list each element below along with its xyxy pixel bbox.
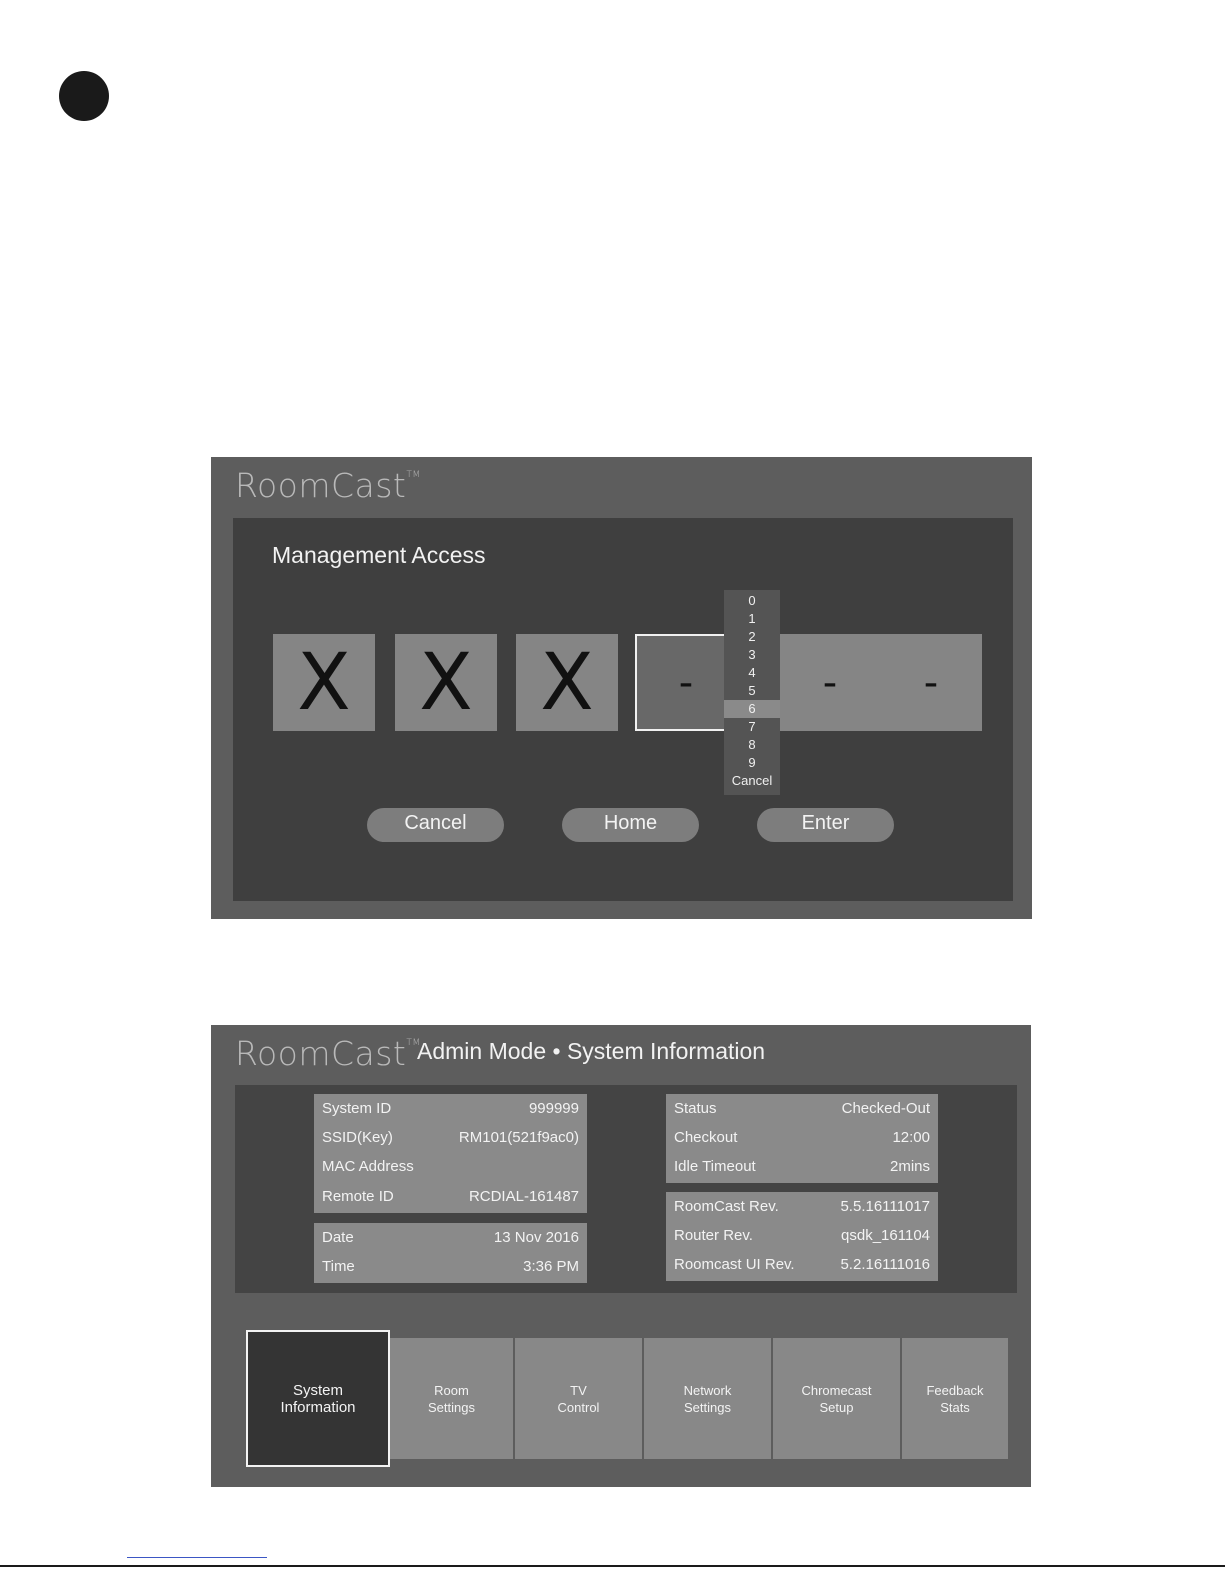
info-row <box>322 1152 579 1181</box>
enter-button[interactable]: Enter <box>757 808 894 842</box>
digit-option[interactable]: 3 <box>748 647 756 662</box>
info-value: 5.5.16111017 <box>840 1198 930 1215</box>
tab-label: TV Control <box>557 1382 600 1415</box>
info-label: Checkout <box>674 1129 738 1146</box>
info-label: Date <box>322 1229 354 1246</box>
info-value: 5.2.16111016 <box>840 1256 930 1273</box>
digit-option[interactable]: 9 <box>748 755 756 770</box>
info-row <box>674 1094 930 1123</box>
info-value: qsdk_161104 <box>841 1227 930 1244</box>
info-row <box>322 1223 579 1252</box>
pin-digit-6[interactable]: - <box>880 634 982 731</box>
system-info-box <box>314 1094 587 1213</box>
pin-digit-1[interactable]: X <box>273 634 375 731</box>
info-value: RCDIAL-161487 <box>468 1188 579 1205</box>
logo-text: RoomCast <box>235 1034 407 1073</box>
info-value: Checked-Out <box>841 1100 930 1117</box>
logo-text: RoomCast <box>235 466 407 505</box>
digit-option-selected[interactable]: 6 <box>724 700 780 718</box>
info-label: Idle Timeout <box>674 1158 756 1175</box>
status-box <box>666 1094 938 1183</box>
info-row <box>674 1250 930 1279</box>
info-value: 3:36 PM <box>523 1258 579 1275</box>
tab-feedback-stats[interactable] <box>902 1338 1008 1459</box>
revisions-box <box>666 1192 938 1281</box>
info-label: RoomCast Rev. <box>674 1198 779 1215</box>
info-row <box>322 1094 579 1123</box>
digit-dropdown[interactable] <box>724 590 780 795</box>
info-row <box>322 1182 579 1211</box>
pin-digit-3[interactable]: X <box>516 634 618 731</box>
footer-divider <box>0 1565 1225 1567</box>
system-info-panel <box>235 1085 1017 1293</box>
info-value: 999999 <box>528 1100 579 1117</box>
info-value: 12:00 <box>892 1129 930 1146</box>
info-row <box>322 1123 579 1152</box>
page-title: Admin Mode • System Information <box>417 1038 766 1064</box>
info-label: Remote ID <box>322 1188 394 1205</box>
step-marker <box>59 71 109 121</box>
info-row <box>674 1152 930 1181</box>
info-label: MAC Address <box>322 1158 414 1175</box>
info-value: RM101(521f9ac0) <box>458 1129 579 1146</box>
tab-room-settings[interactable] <box>390 1338 513 1459</box>
info-label: System ID <box>322 1100 392 1117</box>
tab-label: Feedback Stats <box>926 1382 984 1415</box>
info-label: Time <box>322 1258 355 1275</box>
pin-digit-2[interactable]: X <box>395 634 497 731</box>
pin-digit-5[interactable]: - <box>779 634 881 731</box>
digit-option[interactable]: 7 <box>748 719 756 734</box>
tab-label: System Information <box>280 1381 356 1416</box>
info-value: 2mins <box>889 1158 930 1175</box>
pin-digit-4[interactable]: - <box>635 634 737 731</box>
datetime-box <box>314 1223 587 1283</box>
roomcast-logo <box>235 1034 421 1073</box>
info-row <box>322 1252 579 1281</box>
home-button[interactable]: Home <box>562 808 699 842</box>
digit-option[interactable]: 2 <box>748 629 756 644</box>
info-row <box>674 1192 930 1221</box>
roomcast-logo <box>235 466 421 505</box>
tab-label: Network Settings <box>683 1382 732 1415</box>
info-label: Roomcast UI Rev. <box>674 1256 795 1273</box>
management-access-screen <box>211 457 1032 919</box>
logo-trademark: TM <box>406 470 421 480</box>
digit-option[interactable]: 0 <box>748 593 756 608</box>
tab-label: Chromecast Setup <box>801 1382 872 1415</box>
tab-label: Room Settings <box>428 1382 475 1415</box>
tab-chromecast-setup[interactable] <box>773 1338 900 1459</box>
info-label: Status <box>674 1100 717 1117</box>
info-label: SSID(Key) <box>322 1129 393 1146</box>
page-title: Management Access <box>272 542 486 568</box>
tab-tv-control[interactable] <box>515 1338 642 1459</box>
footer-link-underline <box>127 1557 267 1558</box>
cancel-button[interactable]: Cancel <box>367 808 504 842</box>
digit-option[interactable]: 5 <box>748 683 756 698</box>
logo-trademark: TM <box>406 1038 421 1048</box>
management-access-panel <box>233 518 1013 901</box>
info-row <box>674 1123 930 1152</box>
tab-system-information[interactable] <box>246 1330 390 1467</box>
info-value: 13 Nov 2016 <box>493 1229 579 1246</box>
info-label: Router Rev. <box>674 1227 753 1244</box>
digit-option[interactable]: 4 <box>748 665 756 680</box>
digit-option[interactable]: 8 <box>748 737 756 752</box>
info-row <box>674 1221 930 1250</box>
digit-option-cancel[interactable]: Cancel <box>731 773 773 788</box>
digit-option[interactable]: 1 <box>748 611 756 626</box>
tab-network-settings[interactable] <box>644 1338 771 1459</box>
admin-system-info-screen <box>211 1025 1031 1487</box>
